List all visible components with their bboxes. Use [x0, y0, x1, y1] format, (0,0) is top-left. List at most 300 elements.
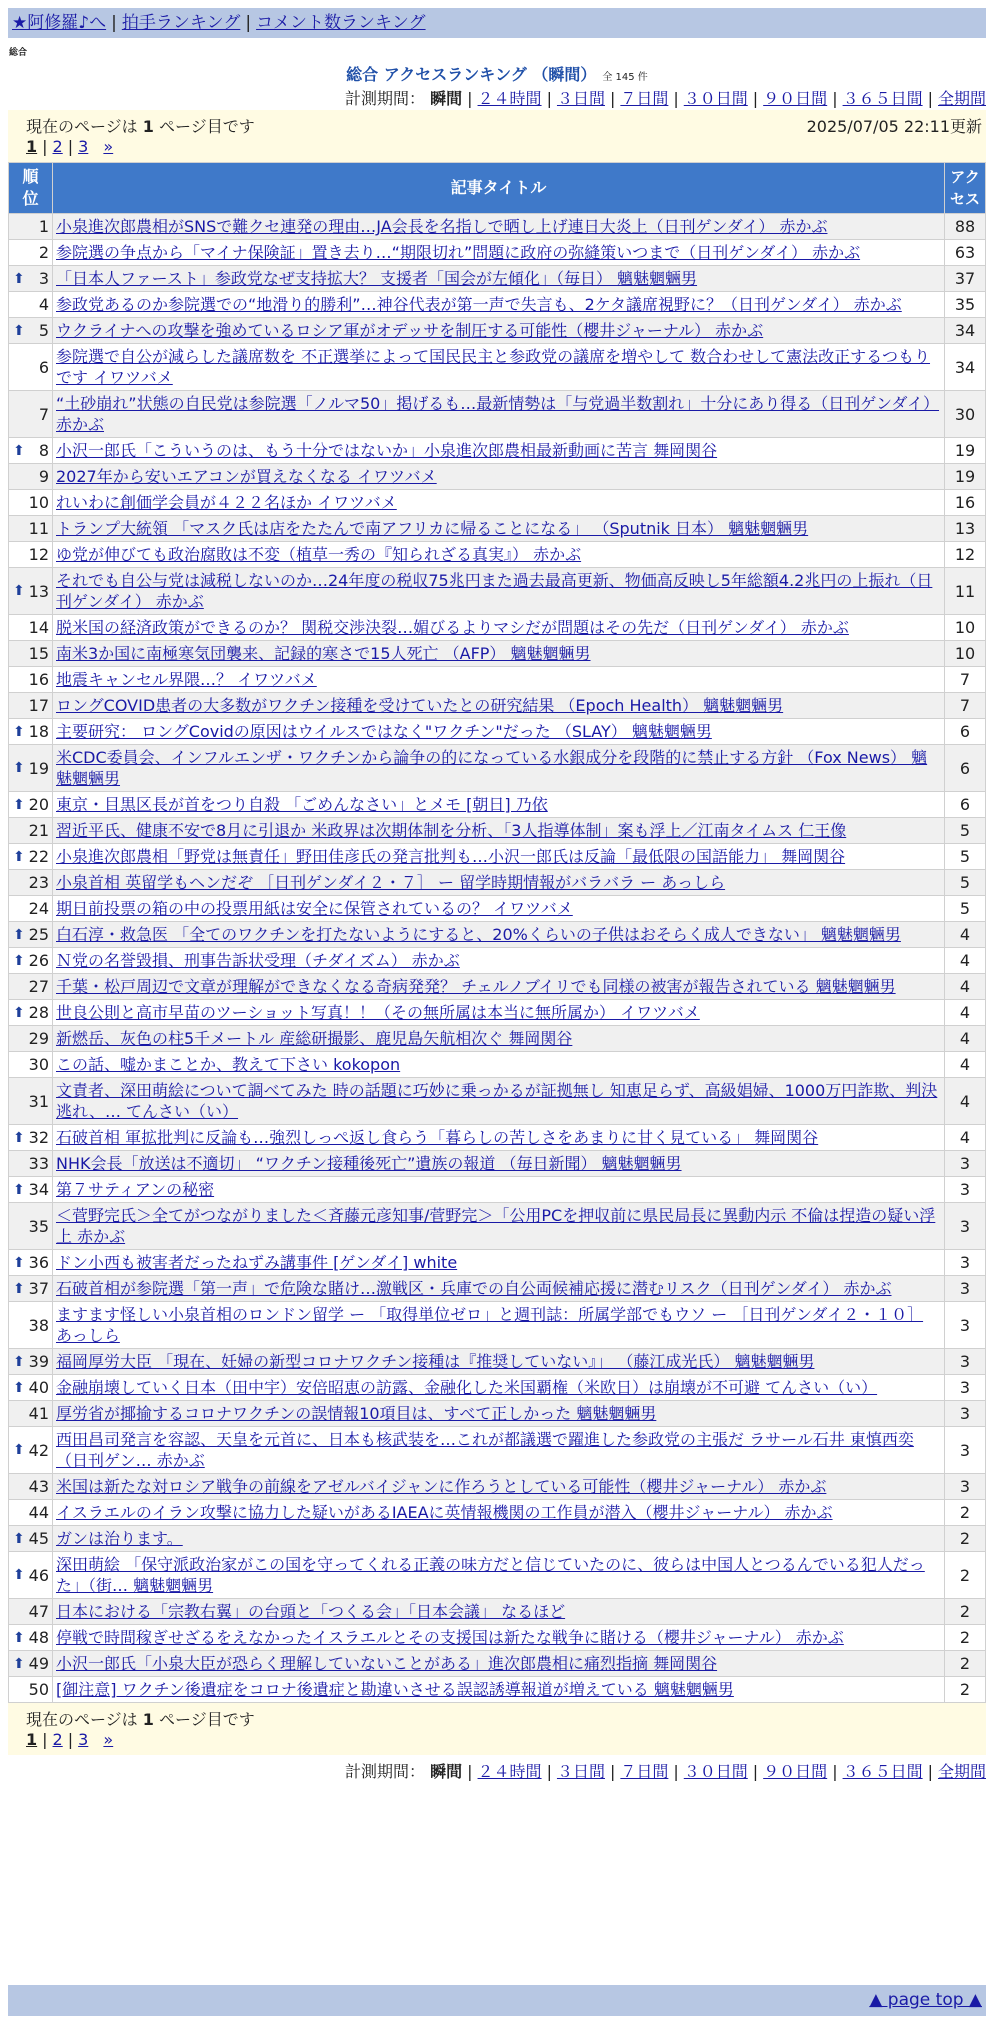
rank-cell [9, 292, 53, 318]
page-link-3-bottom[interactable]: 3 [78, 1730, 89, 1749]
title-cell [53, 792, 945, 818]
table-row [9, 1375, 986, 1401]
access-count: 3 [945, 1151, 986, 1177]
next-page-link-bottom[interactable]: » [103, 1730, 114, 1749]
rank-cell [9, 1500, 53, 1526]
table-row [9, 745, 986, 792]
rank-number: 49 [28, 1654, 49, 1673]
rank-cell [9, 1349, 53, 1375]
table-row [9, 490, 986, 516]
rank-cell [9, 1375, 53, 1401]
table-row [9, 870, 986, 896]
period-30d-link-bottom[interactable]: ３０日間 [683, 1762, 748, 1781]
access-count: 34 [945, 344, 986, 391]
period-label: 計測期間： [345, 89, 426, 108]
access-count: 6 [945, 745, 986, 792]
article-title-link[interactable]: 2027年から安いエアコンが買えなくなる イワツバメ [56, 467, 437, 486]
table-row [9, 1026, 986, 1052]
period-24h-link[interactable]: ２４時間 [477, 89, 542, 108]
rank-cell [9, 240, 53, 266]
rank-number: 18 [28, 722, 49, 741]
ranking-body [9, 214, 986, 1703]
table-row [9, 896, 986, 922]
access-count: 3 [945, 1401, 986, 1427]
rank-up-arrow-icon: ⬆ [13, 1181, 25, 1198]
title-cell [53, 615, 945, 641]
rank-number: 43 [28, 1477, 49, 1496]
access-count: 3 [945, 1474, 986, 1500]
access-count: 30 [945, 391, 986, 438]
rank-number: 42 [28, 1440, 49, 1460]
title-cell [53, 719, 945, 745]
page-link-2-bottom[interactable]: 2 [52, 1730, 63, 1749]
rank-number: 45 [28, 1529, 49, 1548]
access-count: 5 [945, 818, 986, 844]
article-title-link[interactable]: ますます怪しい小泉首相のロンドン留学 ー 「取得単位ゼロ」と週刊誌：所属学部でもウソ ー ［日刊ゲンダイ２・１０］ あっしら [56, 1305, 924, 1345]
title-cell [53, 693, 945, 719]
access-header: アクセス [945, 163, 986, 214]
applause-ranking-link[interactable]: 拍手ランキング [121, 13, 241, 33]
table-row [9, 1401, 986, 1427]
rank-number: 48 [28, 1628, 49, 1647]
rank-cell [9, 792, 53, 818]
title-cell [53, 1250, 945, 1276]
article-title-link[interactable]: 千葉・松戸周辺で文章が理解ができなくなる奇病発発？ チェルノブイリでも同様の被害が報告されている 魑魅魍魎男 [56, 977, 896, 996]
article-title-link[interactable]: 第７サティアンの秘密 [56, 1180, 215, 1199]
access-count: 7 [945, 667, 986, 693]
rank-number: 34 [28, 1180, 49, 1199]
title-cell [53, 1302, 945, 1349]
title-cell [53, 1052, 945, 1078]
article-title-link[interactable]: トランプ大統領 「マスク氏は店をたたんで南アフリカに帰ることになる」 （Sputnik 日本） 魑魅魍魎男 [56, 519, 809, 538]
article-title-link[interactable]: 小泉進次郎農相がSNSで難クセ連発の理由…JA会長を名指しで晒し上げ連日大炎上（日刊ゲンダイ） 赤かぶ [56, 217, 828, 236]
rank-up-arrow-icon: ⬆ [13, 1530, 25, 1547]
page-link-1-bottom[interactable]: 1 [26, 1730, 38, 1749]
current-page-number: 1 [142, 117, 154, 136]
article-title-link[interactable]: 福岡厚労大臣 「現在、妊婦の新型コロナワクチン接種は『推奨していない』」 （藤江成光氏） 魑魅魍魎男 [56, 1352, 815, 1371]
access-count: 35 [945, 292, 986, 318]
title-cell [53, 870, 945, 896]
rank-number: 40 [28, 1378, 49, 1397]
rank-cell [9, 1026, 53, 1052]
table-row [9, 1526, 986, 1552]
article-title-link[interactable]: 習近平氏、健康不安で8月に引退か 米政界は次期体制を分析、「3人指導体制」案も浮上／江南タイムス 仁王像 [56, 821, 847, 840]
article-title-link[interactable]: 白石淳・救急医 「全てのワクチンを打たないようにすると、20%くらいの子供はおそらく成人できない」 魑魅魍魎男 [56, 925, 901, 944]
rank-cell [9, 490, 53, 516]
period-7d-link-bottom[interactable]: ７日間 [620, 1762, 669, 1781]
current-page-info: 現在のページは 1 ページ目です [26, 117, 255, 136]
access-count: 6 [945, 719, 986, 745]
title-header: 記事タイトル [53, 163, 945, 214]
article-title-link[interactable]: 停戦で時間稼ぎせざるをえなかったイスラエルとその支援国は新たな戦争に賭ける（櫻井ジャーナル） 赤かぶ [56, 1628, 844, 1647]
title-cell [53, 1375, 945, 1401]
title-cell [53, 318, 945, 344]
rank-cell [9, 318, 53, 344]
rank-number: 20 [28, 795, 49, 814]
title-cell [53, 1203, 945, 1250]
article-title-link[interactable]: それでも自公与党は減税しないのか…24年度の税収75兆円また過去最高更新、物価高反映し5年総額4.2兆円の上振れ（日刊ゲンダイ） 赤かぶ [56, 571, 933, 611]
table-row [9, 344, 986, 391]
article-title-link[interactable]: 米国は新たな対ロシア戦争の前線をアゼルバイジャンに作ろうとしている可能性（櫻井ジャーナル） 赤かぶ [56, 1477, 827, 1496]
access-count: 2 [945, 1500, 986, 1526]
access-count: 34 [945, 318, 986, 344]
rank-cell [9, 1427, 53, 1474]
title-cell [53, 641, 945, 667]
rank-cell [9, 745, 53, 792]
table-row [9, 615, 986, 641]
article-title-link[interactable]: 西田昌司発言を容認、天皇を元首に、日本も核武装を…これが都議選で躍進した参政党の主張だ ラサール石井 東慎西奕（日刊ゲン… 赤かぶ [56, 1430, 914, 1470]
table-row [9, 516, 986, 542]
access-count: 7 [945, 693, 986, 719]
title-cell [53, 542, 945, 568]
rank-number: 38 [28, 1315, 49, 1335]
bottom-bar [8, 1985, 986, 2016]
total-count: 全 145 件 [602, 72, 648, 83]
rank-cell [9, 693, 53, 719]
access-count: 11 [945, 568, 986, 615]
table-row [9, 1599, 986, 1625]
article-title-link[interactable]: NHK会長「放送は不適切」 “ワクチン接種後死亡”遺族の報道 （毎日新聞） 魑魅魍魎男 [56, 1154, 682, 1173]
period-3d-link-bottom[interactable]: ３日間 [556, 1762, 605, 1781]
rank-number: 32 [28, 1128, 49, 1147]
next-page-link[interactable]: » [103, 137, 114, 156]
article-title-link[interactable]: 小沢一郎氏「こういうのは、もう十分ではないか」小泉進次郎農相最新動画に苦言 舞岡関谷 [56, 441, 718, 460]
article-title-link[interactable]: 小泉進次郎農相「野党は無責任」野田佳彦氏の発言批判も…小沢一郎氏は反論「最低限の国語能力」 舞岡関谷 [56, 847, 846, 866]
rank-cell [9, 438, 53, 464]
title-cell [53, 1625, 945, 1651]
rank-number: 6 [38, 357, 49, 377]
article-title-link[interactable]: 期日前投票の箱の中の投票用紙は安全に保管されているの？ イワツバメ [56, 899, 573, 918]
article-title-link[interactable]: 「日本人ファースト」参政党なぜ支持拡大？ 支援者「国会が左傾化」（毎日） 魑魅魍魎男 [56, 269, 698, 288]
pager-bottom [8, 1703, 986, 1755]
access-count: 3 [945, 1203, 986, 1250]
rank-up-arrow-icon: ⬆ [13, 1442, 25, 1458]
article-title-link[interactable]: 厚労省が揶揄するコロナワクチンの誤情報10項目は、すべて正しかった 魑魅魍魎男 [56, 1404, 657, 1423]
rank-cell [9, 615, 53, 641]
rank-cell [9, 974, 53, 1000]
period-all-link-bottom[interactable]: 全期間 [937, 1762, 986, 1781]
title-cell [53, 214, 945, 240]
nav-separator: | [111, 13, 117, 33]
rank-cell [9, 844, 53, 870]
period-90d-link-bottom[interactable]: ９０日間 [763, 1762, 828, 1781]
rank-cell [9, 1052, 53, 1078]
table-row [9, 318, 986, 344]
access-count: 4 [945, 974, 986, 1000]
access-count: 5 [945, 844, 986, 870]
rank-number: 14 [28, 618, 49, 637]
rank-number: 25 [28, 925, 49, 944]
rank-cell [9, 391, 53, 438]
rank-up-arrow-icon: ⬆ [13, 848, 25, 865]
period-365d-link-bottom[interactable]: ３６５日間 [842, 1762, 923, 1781]
article-title-link[interactable]: 南米3か国に南極寒気団襲来、記録的寒さで15人死亡 （AFP） 魑魅魍魎男 [56, 644, 591, 663]
rank-cell [9, 1474, 53, 1500]
table-row [9, 844, 986, 870]
article-title-link[interactable]: ＜菅野完氏＞全てがつながりました＜斉藤元彦知事/菅野完＞「公用PCを押収前に県民局長に異動内示 不倫は捏造の疑い浮上 赤かぶ [56, 1206, 936, 1246]
article-title-link[interactable]: 小泉首相 英留学もヘンだぞ ［日刊ゲンダイ２・７］ ー 留学時期情報がバラバラ ー あっしら [56, 873, 726, 892]
pager-top [8, 110, 986, 162]
table-row [9, 292, 986, 318]
rank-number: 3 [38, 269, 49, 288]
rank-up-arrow-icon: ⬆ [13, 723, 25, 740]
page-title [0, 62, 994, 85]
article-title-link[interactable]: Ｎ党の名誉毀損、刑事告訴状受理（チダイズム） 赤かぶ [56, 951, 460, 970]
rank-up-arrow-icon: ⬆ [13, 583, 25, 599]
ranking-table [8, 162, 986, 1703]
title-cell [53, 948, 945, 974]
title-cell [53, 1599, 945, 1625]
rank-number: 13 [28, 581, 49, 601]
article-title-link[interactable]: [御注意] ワクチン後遺症をコロナ後遺症と勘違いさせる誤認誘導報道が増えている 魑魅魍魎男 [56, 1680, 734, 1699]
article-title-link[interactable]: 世良公則と高市早苗のツーショット写真！！（その無所属は本当に無所属か） イワツバメ [56, 1003, 700, 1022]
rank-number: 26 [28, 951, 49, 970]
article-title-link[interactable]: 主要研究： ロングCovidの原因はウイルスではなく"ワクチン"だった （SLAY） 魑魅魍魎男 [56, 722, 712, 741]
comment-ranking-link[interactable]: コメント数ランキング [256, 13, 426, 33]
page-links-bottom: 1 | 2 | 3 » [26, 1730, 114, 1749]
table-row [9, 464, 986, 490]
article-title-link[interactable]: 米CDC委員会、インフルエンザ・ワクチンから論争の的になっている水銀成分を段階的に禁止する方針 （Fox News） 魑魅魍魎男 [56, 748, 928, 788]
rank-number: 33 [28, 1154, 49, 1173]
table-row [9, 1625, 986, 1651]
rank-number: 5 [38, 321, 49, 340]
access-count: 88 [945, 214, 986, 240]
table-row [9, 1000, 986, 1026]
table-row [9, 1250, 986, 1276]
access-count: 4 [945, 948, 986, 974]
rank-number: 17 [28, 696, 49, 715]
title-cell [53, 1526, 945, 1552]
page-link-1[interactable]: 1 [26, 137, 38, 156]
table-row [9, 792, 986, 818]
article-title-link[interactable]: この話、嘘かまことか、教えて下さい kokopon [56, 1055, 401, 1074]
article-title-link[interactable]: ウクライナへの攻撃を強めているロシア軍がオデッサを制圧する可能性（櫻井ジャーナル） 赤かぶ [56, 321, 764, 340]
rank-number: 44 [28, 1503, 49, 1522]
rank-up-arrow-icon: ⬆ [13, 1254, 25, 1271]
article-title-link[interactable]: 金融崩壊していく日本（田中宇）安倍昭恵の訪露、金融化した米国覇権（米欧日）は崩壊が不可避 てんさい（い） [56, 1378, 878, 1397]
rank-up-arrow-icon: ⬆ [13, 926, 25, 943]
access-count: 13 [945, 516, 986, 542]
period-3d-link[interactable]: ３日間 [556, 89, 605, 108]
period-selector-top: 計測期間： 瞬間 | ２４時間 | ３日間 | ７日間 | ３０日間 | ９０日間 | ３６５日間 | 全期間 [345, 89, 986, 108]
title-cell [53, 240, 945, 266]
table-row [9, 693, 986, 719]
title-cell [53, 1276, 945, 1302]
access-count: 3 [945, 1302, 986, 1349]
rank-number: 21 [28, 821, 49, 840]
article-title-link[interactable]: 新燃岳、灰色の柱5千メートル 産総研撮影、鹿児島矢航相次ぐ 舞岡関谷 [56, 1029, 573, 1048]
article-title-link[interactable]: ガンは治ります。 [56, 1529, 183, 1548]
title-cell [53, 1401, 945, 1427]
table-row [9, 948, 986, 974]
article-title-link[interactable]: 石破首相が参院選「第一声」で危険な賭け…激戦区・兵庫での自公両候補応援に潜むリスク（日刊ゲンダイ） 赤かぶ [56, 1279, 892, 1298]
rank-cell [9, 667, 53, 693]
rank-header: 順位 [9, 163, 53, 214]
title-cell [53, 818, 945, 844]
title-cell [53, 667, 945, 693]
access-count: 37 [945, 266, 986, 292]
title-cell [53, 1078, 945, 1125]
table-row [9, 922, 986, 948]
rank-cell [9, 948, 53, 974]
rank-up-arrow-icon: ⬆ [13, 1129, 25, 1146]
rank-up-arrow-icon: ⬆ [13, 760, 25, 776]
article-title-link[interactable]: 文責者、深田萌絵について調べてみた 時の話題に巧妙に乗っかるが証拠無し 知恵足らず、高級娼婦、1000万円詐欺、判決逃れ、… てんさい（い） [56, 1081, 938, 1121]
table-row [9, 240, 986, 266]
period-24h-link-bottom[interactable]: ２４時間 [477, 1762, 542, 1781]
title-cell [53, 1651, 945, 1677]
table-row [9, 1125, 986, 1151]
rank-cell [9, 1000, 53, 1026]
rank-cell [9, 818, 53, 844]
article-title-link[interactable]: れいわに創価学会員が４２２名ほか イワツバメ [56, 493, 397, 512]
article-title-link[interactable]: ドン小西も被害者だったねずみ講事件 [ゲンダイ] white [56, 1253, 458, 1272]
rank-cell [9, 1302, 53, 1349]
rank-number: 11 [28, 519, 49, 538]
title-cell [53, 391, 945, 438]
access-count: 2 [945, 1552, 986, 1599]
rank-up-arrow-icon: ⬆ [13, 1004, 25, 1021]
access-count: 2 [945, 1625, 986, 1651]
rank-number: 29 [28, 1029, 49, 1048]
rank-cell [9, 516, 53, 542]
article-title-link[interactable]: 日本における「宗教右翼」の台頭と「つくる会」「日本会議」 なるほど [56, 1602, 566, 1621]
access-count: 2 [945, 1651, 986, 1677]
table-row [9, 542, 986, 568]
article-title-link[interactable]: 石破首相 軍拡批判に反論も…強烈しっぺ返し食らう「暮らしの苦しさをあまりに甘く見ている」 舞岡関谷 [56, 1128, 819, 1147]
rank-number: 23 [28, 873, 49, 892]
article-title-link[interactable]: 参院選で自公が減らした議席数を 不正選挙によって国民民主と参政党の議席を増やして 数合わせして憲法改正するつもりです イワツバメ [56, 347, 931, 387]
rank-number: 12 [28, 545, 49, 564]
rank-cell [9, 1401, 53, 1427]
access-count: 4 [945, 1000, 986, 1026]
rank-up-arrow-icon: ⬆ [13, 1353, 25, 1370]
title-cell [53, 464, 945, 490]
article-title-link[interactable]: 深田萌絵 「保守派政治家がこの国を守ってくれる正義の味方だと信じていたのに、彼らは中国人とつるんでいる犯人だった」（街… 魑魅魍魎男 [56, 1555, 925, 1595]
article-title-link[interactable]: ロングCOVID患者の大多数がワクチン接種を受けていたとの研究結果 （Epoch Health） 魑魅魍魎男 [56, 696, 784, 715]
period-selector-bottom: 計測期間： 瞬間 | ２４時間 | ３日間 | ７日間 | ３０日間 | ９０日間 | ３６５日間 | 全期間 [345, 1762, 986, 1781]
article-title-link[interactable]: 東京・目黒区長が首をつり自殺 「ごめんなさい」とメモ [朝日] 乃依 [56, 795, 548, 814]
rank-number: 2 [38, 243, 49, 262]
title-cell [53, 1427, 945, 1474]
table-row [9, 1276, 986, 1302]
article-title-link[interactable]: ゆ党が伸びても政治腐敗は不変（植草一秀の『知られざる真実』） 赤かぶ [56, 545, 582, 564]
table-row [9, 974, 986, 1000]
access-count: 4 [945, 1026, 986, 1052]
period-all-link[interactable]: 全期間 [937, 89, 986, 108]
title-cell [53, 1552, 945, 1599]
rank-cell [9, 1526, 53, 1552]
title-cell [53, 1474, 945, 1500]
title-cell [53, 745, 945, 792]
title-cell [53, 1125, 945, 1151]
article-title-link[interactable]: 地震キャンセル界隈…？ イワツバメ [56, 670, 317, 689]
rank-cell [9, 1203, 53, 1250]
table-row [9, 1177, 986, 1203]
access-count: 4 [945, 1125, 986, 1151]
rank-cell [9, 542, 53, 568]
table-header-row [9, 163, 986, 214]
period-30d-link[interactable]: ３０日間 [683, 89, 748, 108]
page-link-2[interactable]: 2 [52, 137, 63, 156]
title-cell [53, 1151, 945, 1177]
article-title-link[interactable]: イスラエルのイラン攻撃に協力した疑いがあるIAEAに英情報機関の工作員が潜入（櫻井ジャーナル） 赤かぶ [56, 1503, 833, 1522]
nav-separator: | [245, 13, 252, 33]
access-count: 4 [945, 1052, 986, 1078]
page-top-link[interactable]: ▲ page top ▲ [869, 1990, 982, 2010]
article-title-link[interactable]: 脱米国の経済政策ができるのか？ 関税交渉決裂…媚びるよりマシだが問題はその先だ（日刊ゲンダイ） 赤かぶ [56, 618, 849, 637]
rank-number: 37 [28, 1279, 49, 1298]
access-count: 16 [945, 490, 986, 516]
table-row [9, 1052, 986, 1078]
title-cell [53, 974, 945, 1000]
top-nav-bar [8, 8, 986, 38]
table-row [9, 568, 986, 615]
rank-up-arrow-icon: ⬆ [13, 1379, 25, 1396]
article-title-link[interactable]: 参院選の争点から「マイナ保険証」置き去り…“期限切れ”問題に政府の弥縫策いつまで（日刊ゲンダイ） 赤かぶ [56, 243, 861, 262]
access-count: 2 [945, 1599, 986, 1625]
page-title-text: 総合 アクセスランキング （瞬間） [346, 65, 597, 84]
article-title-link[interactable]: “土砂崩れ”状態の自民党は参院選「ノルマ50」掲げるも…最新情勢は「与党過半数割れ」十分にあり得る（日刊ゲンダイ） 赤かぶ [56, 394, 940, 434]
table-row [9, 1302, 986, 1349]
rank-cell [9, 1625, 53, 1651]
title-cell [53, 516, 945, 542]
page-links: 1 | 2 | 3 » [26, 137, 114, 156]
period-90d-link[interactable]: ９０日間 [763, 89, 828, 108]
rank-up-arrow-icon: ⬆ [13, 442, 25, 459]
title-cell [53, 1177, 945, 1203]
period-current: 瞬間 [430, 89, 463, 108]
rank-up-arrow-icon: ⬆ [13, 1629, 25, 1646]
access-count: 10 [945, 641, 986, 667]
rank-number: 1 [38, 217, 49, 236]
table-row [9, 1349, 986, 1375]
title-cell [53, 1026, 945, 1052]
updated-timestamp: 2025/07/05 22:11更新 [806, 117, 982, 136]
title-cell [53, 438, 945, 464]
rank-number: 10 [28, 493, 49, 512]
page-link-3[interactable]: 3 [78, 137, 89, 156]
rank-number: 31 [28, 1091, 49, 1111]
title-cell [53, 568, 945, 615]
article-title-link[interactable]: 小沢一郎氏「小泉大臣が恐らく理解していないことがある」進次郎農相に痛烈指摘 舞岡関谷 [56, 1654, 718, 1673]
rank-number: 50 [28, 1680, 49, 1699]
rank-number: 22 [28, 847, 49, 866]
rank-number: 8 [38, 441, 49, 460]
asyura-home-link[interactable]: ★阿修羅♪へ [12, 13, 107, 33]
access-count: 6 [945, 792, 986, 818]
table-row [9, 1203, 986, 1250]
rank-number: 28 [28, 1003, 49, 1022]
access-count: 19 [945, 438, 986, 464]
rank-cell [9, 1552, 53, 1599]
table-row [9, 266, 986, 292]
access-count: 63 [945, 240, 986, 266]
table-row [9, 1078, 986, 1125]
rank-up-arrow-icon: ⬆ [13, 796, 25, 813]
access-count: 2 [945, 1526, 986, 1552]
rank-cell [9, 1177, 53, 1203]
rank-number: 9 [38, 467, 49, 486]
period-365d-link[interactable]: ３６５日間 [842, 89, 923, 108]
rank-cell [9, 1276, 53, 1302]
rank-cell [9, 1125, 53, 1151]
article-title-link[interactable]: 参政党あるのか参院選での“地滑り的勝利”…神谷代表が第一声で失言も、2ケタ議席視野に？（日刊ゲンダイ） 赤かぶ [56, 295, 902, 314]
rank-cell [9, 1651, 53, 1677]
period-7d-link[interactable]: ７日間 [620, 89, 669, 108]
table-row [9, 438, 986, 464]
rank-number: 19 [28, 758, 49, 778]
